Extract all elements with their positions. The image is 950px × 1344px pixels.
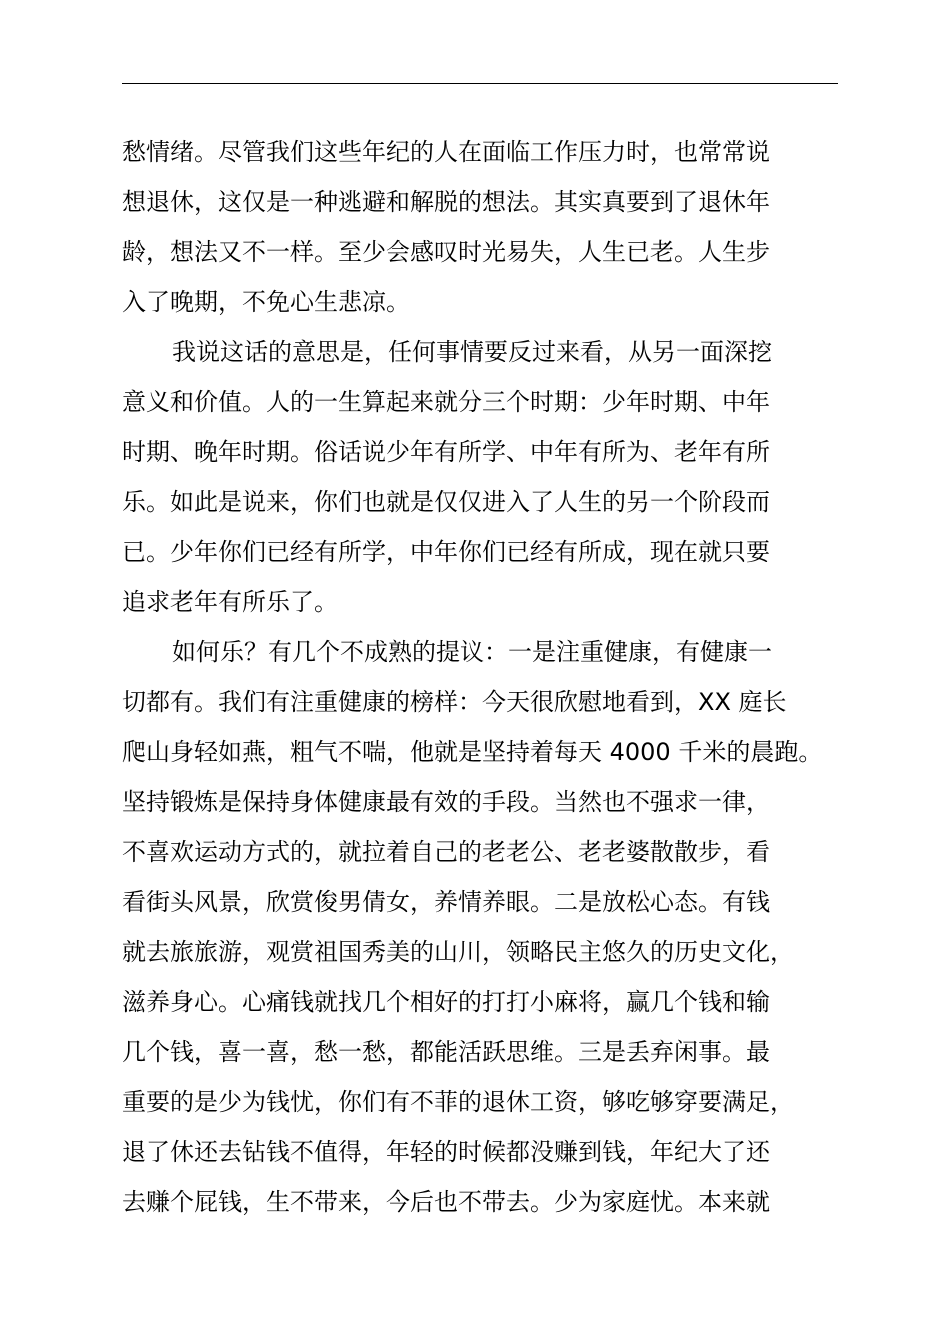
- header-rule: [122, 83, 838, 84]
- text-line: 切都有。我们有注重健康的榜样：今天很欣慰地看到，XX 庭长: [122, 688, 787, 716]
- text-line: 滋养身心。心痛钱就找几个相好的打打小麻将，赢几个钱和输: [122, 988, 770, 1016]
- text-line: 已。少年你们已经有所学，中年你们已经有所成，现在就只要: [122, 538, 770, 566]
- text-line: 几个钱，喜一喜，愁一愁，都能活跃思维。三是丢弃闲事。最: [122, 1038, 770, 1066]
- text-line: 想退休，这仅是一种逃避和解脱的想法。其实真要到了退休年: [122, 188, 770, 216]
- text-line: 意义和价值。人的一生算起来就分三个时期：少年时期、中年: [122, 388, 770, 416]
- text-line: 去赚个屁钱，生不带来，今后也不带去。少为家庭忧。本来就: [122, 1188, 770, 1216]
- text-line: 龄，想法又不一样。至少会感叹时光易失，人生已老。人生步: [122, 238, 770, 266]
- text-line: 看街头风景，欣赏俊男倩女，养情养眼。二是放松心态。有钱: [122, 888, 770, 916]
- text-line: 退了休还去钻钱不值得，年轻的时候都没赚到钱，年纪大了还: [122, 1138, 770, 1166]
- text-line: 追求老年有所乐了。: [122, 588, 338, 616]
- text-line: 不喜欢运动方式的，就拉着自己的老老公、老老婆散散步，看: [122, 838, 770, 866]
- text-line: 入了晚期，不免心生悲凉。: [122, 288, 410, 316]
- paragraph-first-line: 如何乐？有几个不成熟的提议：一是注重健康，有健康一: [172, 638, 772, 666]
- text-line: 坚持锻炼是保持身体健康最有效的手段。当然也不强求一律，: [122, 788, 770, 816]
- text-line: 时期、晚年时期。俗话说少年有所学、中年有所为、老年有所: [122, 438, 770, 466]
- document-body: [122, 127, 862, 1227]
- text-line: 重要的是少为钱忧，你们有不菲的退休工资，够吃够穿要满足，: [122, 1088, 794, 1116]
- text-line: 爬山身轻如燕，粗气不喘，他就是坚持着每天 4000 千米的晨跑。: [122, 738, 823, 766]
- text-line: 就去旅旅游，观赏祖国秀美的山川，领略民主悠久的历史文化，: [122, 938, 794, 966]
- paragraph-first-line: 我说这话的意思是，任何事情要反过来看，从另一面深挖: [172, 338, 772, 366]
- text-line: 愁情绪。尽管我们这些年纪的人在面临工作压力时，也常常说: [122, 138, 770, 166]
- text-line: 乐。如此是说来，你们也就是仅仅进入了人生的另一个阶段而: [122, 488, 770, 516]
